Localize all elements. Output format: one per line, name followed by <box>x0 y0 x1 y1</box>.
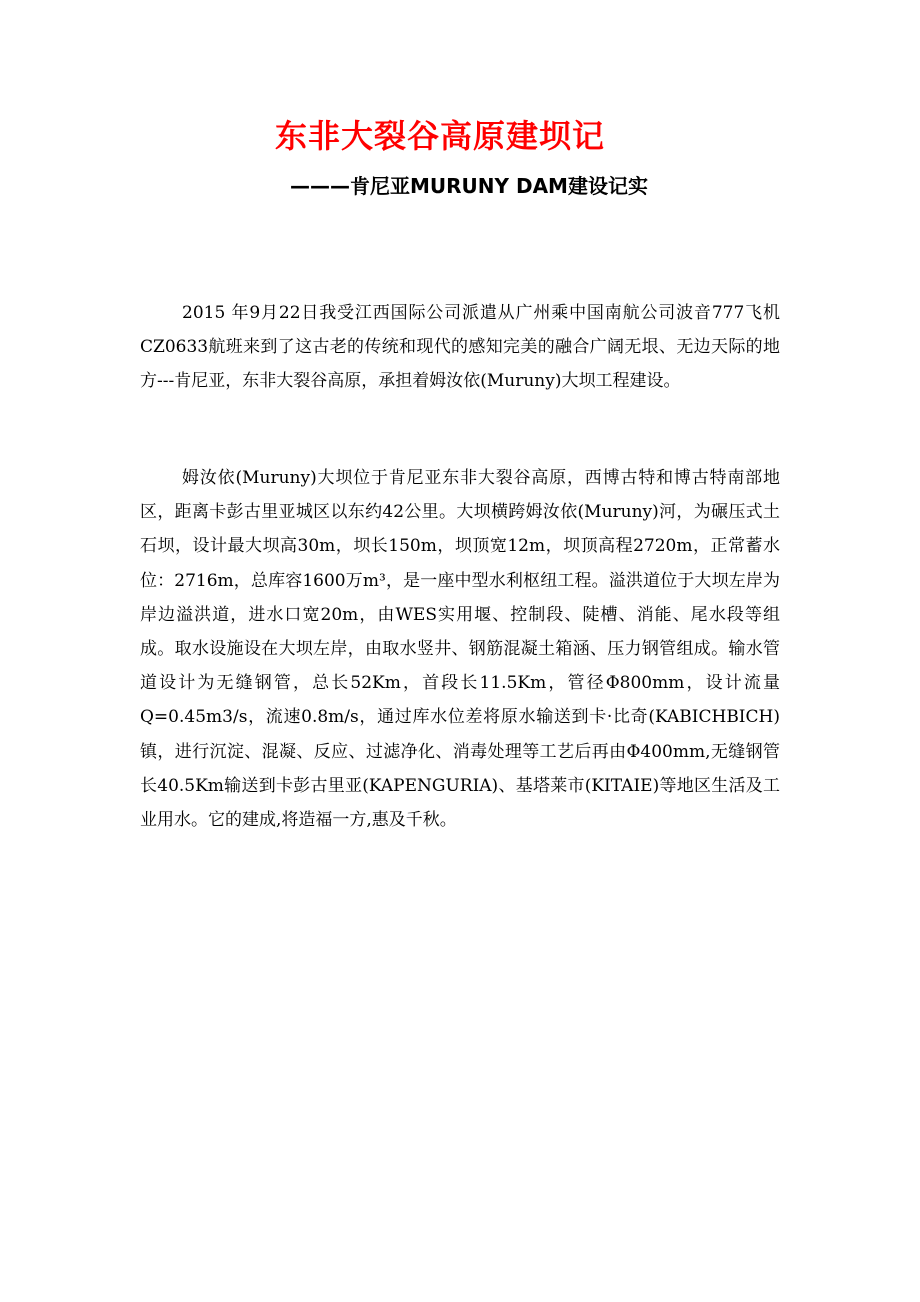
body-paragraph-2: 姆汝依(Muruny)大坝位于肯尼亚东非大裂谷高原，西博古特和博古特南部地区，距离卡彭古里亚城区以东约42公里。大坝横跨姆汝依(Muruny)河，为碾压式土石坝，设计最大坝高30m，坝长150m，坝顶宽12m，坝顶高程2720m，正常蓄水位：2716m，总库容1600万m³，是一座中型水利枢纽工程。溢洪道位于大坝左岸为岸边溢洪道，进水口宽20m，由WES实用堰、控制段、陡槽、消能、尾水段等组成。取水设施设在大坝左岸，由取水竖井、钢筋混凝土箱涵、压力钢管组成。输水管道设计为无缝钢管，总长52Km，首段长11.5Km，管径Φ800mm，设计流量Q=0.45m3/s，流速0.8m/s，通过库水位差将原水输送到卡·比奇(KABICHBICH)镇，进行沉淀、混凝、反应、过滤净化、消毒处理等工艺后再由Φ400mm,无缝钢管长40.5Km输送到卡彭古里亚(KAPENGURIA)、基塔莱市(KITAIE)等地区生活及工业用水。它的建成,将造福一方,惠及千秋。 <box>140 468 780 831</box>
document-subtitle: ———肯尼亚MURUNY DAM建设记实 <box>290 174 648 198</box>
document-title: 东非大裂谷高原建坝记 <box>274 117 605 155</box>
body-paragraph-1: 2015 年9月22日我受江西国际公司派遣从广州乘中国南航公司波音777飞机CZ0633航班来到了这古老的传统和现代的感知完美的融合广阔无垠、无边天际的地方---肯尼亚，东非大裂谷高原，承担着姆汝依(Muruny)大坝工程建设。 <box>140 303 780 392</box>
